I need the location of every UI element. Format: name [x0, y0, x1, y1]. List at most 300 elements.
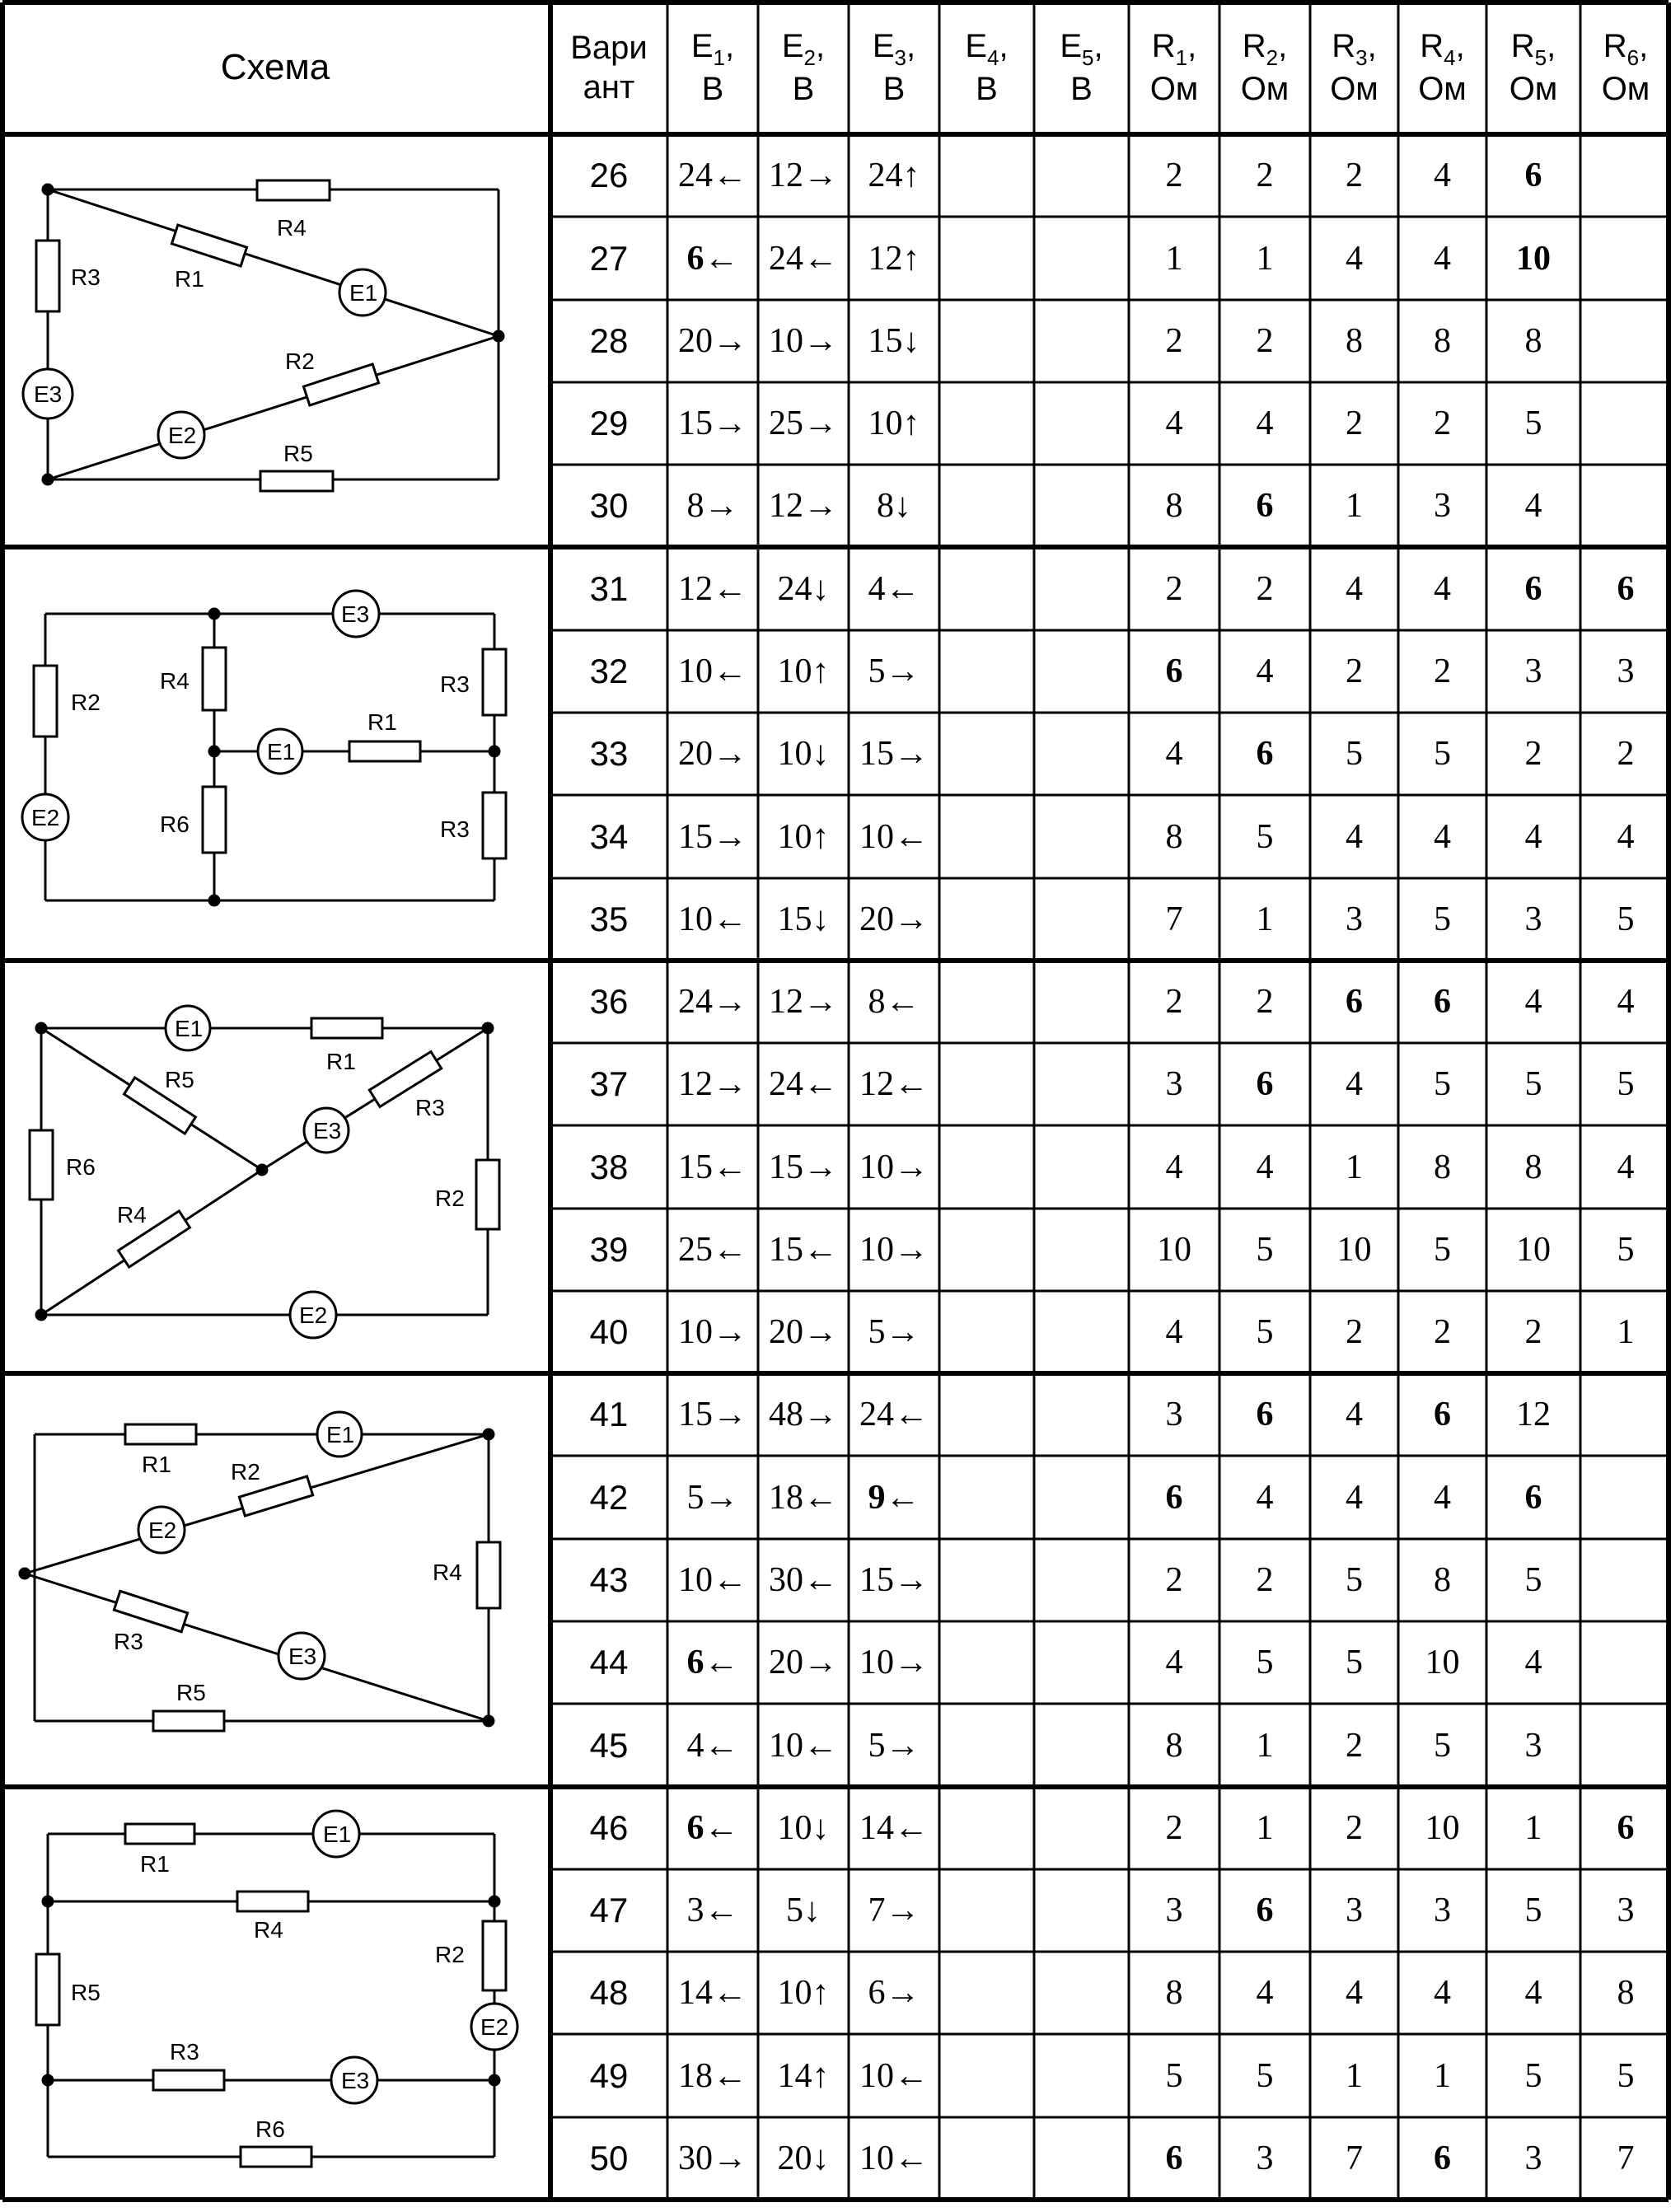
scheme-3-label-r2: R2: [435, 1186, 465, 1211]
resistor-r6-icon: [203, 787, 226, 853]
cell-r2: 6: [1256, 1892, 1274, 1929]
scheme-2-label-e1: E1: [267, 739, 296, 765]
circuit-diagram-2: [22, 591, 506, 905]
cell-e2: 12→: [769, 983, 838, 1021]
cell-e2: 24←: [769, 239, 838, 278]
cell-r1: 4: [1165, 1148, 1183, 1186]
circuit-diagram-5: [36, 1811, 517, 2167]
cell-r6: 2: [1617, 735, 1635, 773]
cell-e5: [1034, 1373, 1129, 1456]
cell-r1: 8: [1165, 1726, 1183, 1765]
cell-r6: [1580, 1539, 1671, 1621]
cell-r2: 2: [1256, 569, 1274, 608]
cell-e1: 5→: [686, 1478, 739, 1517]
cell-r3: 5: [1346, 1561, 1363, 1599]
cell-r3: 3: [1346, 900, 1363, 938]
resistor-r4-icon: [477, 1542, 500, 1608]
cell-e2: 10↑: [777, 652, 830, 690]
cell-e1: 3←: [686, 1892, 739, 1929]
cell-r2: 5: [1256, 1644, 1274, 1681]
resistor-r4-icon: [203, 648, 226, 710]
cell-r4: 5: [1434, 735, 1451, 773]
scheme-2-label-r1: R1: [367, 709, 397, 735]
cell-e2: 10→: [769, 322, 838, 360]
header-unit: В: [882, 70, 906, 107]
header-unit: Ом: [1601, 70, 1650, 107]
header-comma: ,: [1093, 27, 1103, 64]
cell-r4: 1: [1434, 2056, 1451, 2095]
scheme-2-label-r2: R2: [71, 690, 101, 715]
cell-r3: 2: [1346, 1726, 1363, 1765]
cell-r1: 6: [1165, 1478, 1183, 1517]
scheme-2-label-r4: R4: [160, 668, 190, 694]
scheme-1-label-r2: R2: [285, 348, 315, 374]
cell-e3: 4←: [868, 569, 920, 608]
cell-r6: [1580, 1456, 1671, 1539]
cell-e1: 20→: [678, 735, 747, 773]
cell-r6: [1580, 134, 1671, 217]
cell-r3: 2: [1346, 652, 1363, 690]
cell-r1: 2: [1165, 1561, 1183, 1599]
cell-r2: 2: [1256, 157, 1274, 194]
table-row-variant: 34: [589, 816, 629, 856]
scheme-3-label-r3: R3: [415, 1095, 445, 1120]
resistor-r4-icon: [257, 180, 330, 200]
cell-r5: 10: [1516, 1231, 1551, 1269]
table-row-variant: 41: [589, 1395, 629, 1433]
cell-e4: [939, 1539, 1034, 1621]
header-col-r3: [1310, 0, 1398, 134]
cell-r1: 8: [1165, 1974, 1183, 2012]
resistor-r2-icon: [476, 1160, 499, 1229]
cell-r4: 5: [1434, 1726, 1451, 1765]
cell-e2: 15←: [769, 1231, 838, 1269]
header-col-e3: [849, 0, 939, 134]
header-comma: ,: [906, 27, 916, 64]
cell-r3: 1: [1346, 1148, 1363, 1186]
cell-r3: 6: [1346, 983, 1363, 1021]
table-row-variant: 42: [589, 1477, 629, 1517]
cell-r2: 1: [1256, 239, 1274, 278]
cell-r1: 4: [1165, 1313, 1183, 1351]
table-row-variant: 43: [589, 1560, 629, 1599]
cell-e4: [939, 465, 1034, 547]
cell-e5: [1034, 134, 1129, 217]
cell-r2: 6: [1256, 1396, 1274, 1433]
cell-r5: 12: [1516, 1396, 1551, 1433]
cell-r6: 5: [1617, 2056, 1635, 2095]
cell-r3: 4: [1346, 1974, 1363, 2012]
scheme-3-label-r1: R1: [326, 1049, 356, 1074]
cell-r1: 2: [1165, 569, 1183, 608]
scheme-1-label-e2: E2: [168, 423, 197, 448]
cell-e4: [939, 1869, 1034, 1952]
cell-r2: 3: [1256, 2140, 1274, 2177]
cell-r6: [1580, 217, 1671, 300]
cell-e3: 10←: [859, 2140, 929, 2177]
cell-e4: [939, 1952, 1034, 2034]
cell-r1: 4: [1165, 1644, 1183, 1681]
header-col-r6: [1580, 0, 1671, 134]
cell-e4: [939, 382, 1034, 465]
scheme-2-label-r6: R6: [160, 811, 190, 837]
cell-e2: 10↑: [777, 1974, 830, 2012]
cell-r6: 4: [1617, 983, 1635, 1021]
cell-r3: 4: [1346, 1396, 1363, 1433]
cell-r5: 4: [1524, 1644, 1542, 1681]
cell-r5: 1: [1524, 1809, 1542, 1847]
cell-r2: 4: [1256, 652, 1274, 690]
cell-e3: 12↑: [868, 239, 920, 278]
cell-e3: 8←: [868, 983, 920, 1021]
scheme-1-label-r5: R5: [283, 441, 313, 466]
table-row-variant: 45: [589, 1725, 629, 1765]
cell-r3: 4: [1346, 1478, 1363, 1517]
scheme-5-label-r4: R4: [254, 1917, 283, 1943]
cell-r5: 3: [1524, 1726, 1542, 1765]
cell-e2: 20→: [769, 1644, 838, 1681]
scheme-1-label-e3: E3: [34, 381, 63, 407]
table-row-variant: 36: [589, 982, 629, 1021]
scheme-2-label-e2: E2: [31, 805, 60, 830]
cell-e4: [939, 1621, 1034, 1704]
cell-e5: [1034, 547, 1129, 630]
cell-e4: [939, 1125, 1034, 1209]
cell-e1: 18←: [678, 2056, 747, 2095]
scheme-3-label-r4: R4: [117, 1202, 147, 1228]
header-col-r4: [1398, 0, 1486, 134]
table-row-variant: 47: [589, 1891, 629, 1929]
resistor-r1-icon: [311, 1018, 382, 1038]
resistor-r3-icon: [153, 2070, 224, 2090]
cell-r2: 4: [1256, 405, 1274, 442]
header-comma: ,: [1455, 27, 1465, 64]
scheme-4-label-r2: R2: [231, 1459, 260, 1485]
scheme-3-label-r5: R5: [165, 1067, 194, 1092]
header-comma: ,: [1367, 27, 1377, 64]
cell-r6: 4: [1617, 817, 1635, 856]
scheme-1-label-r4: R4: [277, 215, 307, 241]
cell-e4: [939, 878, 1034, 961]
cell-r1: 10: [1157, 1231, 1191, 1269]
scheme-4-label-r5: R5: [176, 1680, 206, 1705]
cell-e5: [1034, 1787, 1129, 1869]
cell-r3: 1: [1346, 2056, 1363, 2095]
header-subscript: 2: [803, 44, 817, 70]
resistor-r1-icon: [171, 225, 246, 266]
cell-e4: [939, 300, 1034, 382]
cell-r6: 5: [1617, 900, 1635, 938]
header-unit: Ом: [1149, 70, 1199, 107]
cell-r6: 7: [1617, 2140, 1635, 2177]
scheme-1-label-e1: E1: [349, 280, 378, 306]
resistor-r5-icon: [36, 1954, 59, 2025]
cell-r4: 4: [1434, 1974, 1451, 2012]
header-symbol: R: [1332, 27, 1356, 64]
cell-r4: 4: [1434, 239, 1451, 278]
header-symbol: R: [1242, 27, 1266, 64]
cell-e3: 20→: [859, 900, 929, 938]
resistor-r3b-icon: [483, 793, 506, 858]
cell-e5: [1034, 961, 1129, 1043]
cell-e1: 15←: [678, 1148, 747, 1186]
header-subscript: 1: [1175, 44, 1188, 70]
header-unit: Ом: [1330, 70, 1378, 107]
cell-e3: 14←: [859, 1809, 929, 1847]
header-unit: В: [792, 70, 815, 107]
cell-e3: 24←: [859, 1396, 929, 1433]
cell-r4: 4: [1434, 817, 1451, 856]
cell-r4: 3: [1434, 1892, 1451, 1929]
cell-r3: 4: [1346, 239, 1363, 278]
cell-e4: [939, 1209, 1034, 1291]
scheme-5-label-e1: E1: [323, 1822, 352, 1847]
cell-r5: 6: [1524, 157, 1542, 194]
cell-r3: 1: [1346, 487, 1363, 525]
cell-e5: [1034, 1291, 1129, 1373]
header-unit: В: [1070, 70, 1093, 107]
scheme-1-label-r1: R1: [175, 266, 204, 292]
cell-r2: 5: [1256, 2056, 1274, 2095]
cell-r5: 10: [1516, 239, 1551, 278]
cell-e3: 5→: [868, 1726, 920, 1765]
cell-e5: [1034, 1209, 1129, 1291]
cell-e2: 24←: [769, 1065, 838, 1103]
cell-r4: 8: [1434, 1561, 1451, 1599]
scheme-4-label-r3: R3: [114, 1629, 143, 1654]
cell-r2: 6: [1256, 735, 1274, 773]
scheme-4-label-r4: R4: [433, 1560, 462, 1585]
cell-r2: 5: [1256, 1231, 1274, 1269]
cell-e2: 5↓: [786, 1892, 821, 1929]
table-row-variant: 28: [589, 321, 629, 360]
cell-r3: 2: [1346, 157, 1363, 194]
scheme-5-label-r2: R2: [435, 1942, 465, 1967]
cell-e4: [939, 547, 1034, 630]
cell-e4: [939, 134, 1034, 217]
cell-r4: 10: [1425, 1809, 1460, 1847]
cell-r4: 4: [1434, 157, 1451, 194]
cell-r2: 2: [1256, 983, 1274, 1021]
cell-r4: 5: [1434, 900, 1451, 938]
cell-r1: 3: [1165, 1396, 1183, 1433]
table-row-variant: 35: [589, 900, 629, 938]
header-subscript: 4: [1444, 44, 1456, 70]
cell-e2: 30←: [769, 1561, 838, 1599]
resistor-r3-icon: [36, 241, 59, 311]
cell-e2: 12→: [769, 157, 838, 194]
header-unit: Ом: [1418, 70, 1467, 107]
scheme-4-label-e2: E2: [148, 1518, 177, 1543]
cell-e3: 5→: [868, 652, 920, 690]
cell-e3: 6→: [868, 1974, 920, 2012]
resistor-r1-icon: [125, 1824, 194, 1844]
cell-r1: 8: [1165, 487, 1183, 525]
cell-r3: 5: [1346, 1644, 1363, 1681]
cell-r2: 4: [1256, 1148, 1274, 1186]
cell-e5: [1034, 1952, 1129, 2034]
header-col-e2: [758, 0, 849, 134]
header-scheme: [0, 0, 550, 134]
header-comma: ,: [1547, 27, 1556, 64]
cell-r3: 2: [1346, 405, 1363, 442]
cell-r6: 4: [1617, 1148, 1635, 1186]
cell-e1: 24→: [678, 983, 747, 1021]
header-col-r5: [1486, 0, 1580, 134]
cell-r5: 6: [1524, 1478, 1542, 1517]
header-symbol: R: [1603, 27, 1627, 64]
cell-r6: [1580, 1704, 1671, 1787]
cell-e3: 15→: [859, 735, 929, 773]
cell-r5: 3: [1524, 900, 1542, 938]
cell-e3: 15↓: [868, 322, 920, 360]
resistor-r4-icon: [237, 1892, 308, 1911]
cell-r3: 2: [1346, 1313, 1363, 1351]
cell-e1: 8→: [686, 487, 739, 525]
cell-r1: 3: [1165, 1892, 1183, 1929]
cell-e1: 10←: [678, 900, 747, 938]
header-comma: ,: [1278, 27, 1288, 64]
header-symbol: E: [1060, 27, 1083, 64]
cell-e5: [1034, 1539, 1129, 1621]
cell-r6: 1: [1617, 1313, 1635, 1351]
cell-e4: [939, 1704, 1034, 1787]
cell-e4: [939, 1787, 1034, 1869]
cell-r2: 6: [1256, 1065, 1274, 1103]
cell-e1: 15→: [678, 405, 747, 442]
resistor-r3-icon: [483, 649, 506, 715]
header-subscript: 4: [987, 44, 999, 70]
resistor-r1-icon: [125, 1424, 196, 1444]
scheme-5-label-e2: E2: [480, 2014, 509, 2040]
scheme-5-label-e3: E3: [341, 2068, 370, 2093]
cell-e1: 4←: [686, 1726, 739, 1765]
resistor-r6-icon: [241, 2147, 311, 2167]
header-comma: ,: [816, 27, 826, 64]
cell-r6: 6: [1617, 1809, 1635, 1847]
header-subscript: 5: [1082, 44, 1094, 70]
cell-e5: [1034, 1621, 1129, 1704]
cell-r1: 2: [1165, 322, 1183, 360]
cell-r3: 7: [1346, 2140, 1363, 2177]
cell-r4: 6: [1434, 983, 1451, 1021]
cell-e5: [1034, 1869, 1129, 1952]
table-row-variant: 32: [589, 652, 629, 690]
cell-e2: 24↓: [777, 569, 830, 608]
cell-r4: 4: [1434, 1478, 1451, 1517]
cell-r3: 3: [1346, 1892, 1363, 1929]
header-symbol: R: [1151, 27, 1176, 64]
cell-e3: 7→: [868, 1892, 920, 1929]
cell-r3: 4: [1346, 817, 1363, 856]
scheme-2-label-r3-top: R3: [440, 671, 470, 697]
cell-r5: 4: [1524, 817, 1542, 856]
cell-e2: 14↑: [777, 2056, 830, 2095]
cell-e1: 14←: [678, 1974, 747, 2012]
table-row-variant: 40: [589, 1312, 629, 1351]
cell-e3: 5→: [868, 1313, 920, 1351]
cell-r4: 2: [1434, 405, 1451, 442]
cell-r5: 5: [1524, 1561, 1542, 1599]
header-symbol: E: [690, 27, 714, 64]
cell-e2: 10←: [769, 1726, 838, 1765]
table-row-variant: 29: [589, 404, 629, 442]
header-comma: ,: [999, 27, 1009, 64]
cell-e4: [939, 713, 1034, 795]
cell-e3: 9←: [868, 1478, 920, 1517]
cell-e4: [939, 2117, 1034, 2200]
cell-e4: [939, 630, 1034, 713]
cell-e3: 10←: [859, 2056, 929, 2095]
cell-e3: 10←: [859, 817, 929, 856]
cell-e5: [1034, 1456, 1129, 1539]
cell-r1: 2: [1165, 983, 1183, 1021]
cell-e4: [939, 1291, 1034, 1373]
cell-r5: 8: [1524, 1148, 1542, 1186]
cell-e4: [939, 217, 1034, 300]
cell-e5: [1034, 713, 1129, 795]
scheme-3-label-e3: E3: [313, 1118, 342, 1143]
cell-r6: [1580, 300, 1671, 382]
table-row-variant: 46: [589, 1808, 629, 1847]
cell-e4: [939, 795, 1034, 878]
header-col-e4: [939, 0, 1034, 134]
resistor-r2-icon: [483, 1921, 506, 1990]
cell-r4: 2: [1434, 1313, 1451, 1351]
header-col-r2: [1219, 0, 1310, 134]
cell-r3: 4: [1346, 1065, 1363, 1103]
cell-r2: 2: [1256, 1561, 1274, 1599]
header-comma: ,: [1187, 27, 1197, 64]
cell-r5: 4: [1524, 487, 1542, 525]
cell-e2: 20↓: [777, 2140, 830, 2177]
cell-e4: [939, 1043, 1034, 1125]
scheme-2-label-r3-bottom: R3: [440, 816, 470, 842]
cell-e1: 15→: [678, 1396, 747, 1433]
cell-r5: 3: [1524, 652, 1542, 690]
cell-r1: 2: [1165, 157, 1183, 194]
cell-e1: 10→: [678, 1313, 747, 1351]
cell-r6: [1580, 1373, 1671, 1456]
table-row-variant: 39: [589, 1230, 629, 1269]
header-subscript: 5: [1534, 44, 1547, 70]
cell-r5: 5: [1524, 2056, 1542, 2095]
header-col-e1: [667, 0, 758, 134]
cell-r1: 6: [1165, 652, 1183, 690]
cell-r6: [1580, 1621, 1671, 1704]
cell-e2: 15↓: [777, 900, 830, 938]
resistor-r5-icon: [153, 1711, 224, 1731]
cell-e1: 6←: [686, 239, 739, 278]
cell-r1: 4: [1165, 405, 1183, 442]
header-subscript: 3: [894, 44, 907, 70]
table-row-variant: 48: [589, 1973, 629, 2012]
circuit-diagram-3: [30, 1006, 499, 1338]
cell-e1: 6←: [686, 1809, 739, 1847]
cell-r4: 3: [1434, 487, 1451, 525]
scheme-3-label-r6: R6: [66, 1154, 96, 1180]
cell-e5: [1034, 1704, 1129, 1787]
table-row-variant: 27: [589, 238, 629, 278]
table-row-variant: 26: [589, 156, 629, 194]
cell-e2: 10↓: [777, 735, 830, 773]
cell-e4: [939, 2034, 1034, 2117]
scheme-5-label-r6: R6: [255, 2116, 285, 2142]
cell-r6: [1580, 382, 1671, 465]
header-symbol: E: [781, 27, 804, 64]
cell-e3: 10↑: [868, 405, 920, 442]
cell-r6: 3: [1617, 1892, 1635, 1929]
